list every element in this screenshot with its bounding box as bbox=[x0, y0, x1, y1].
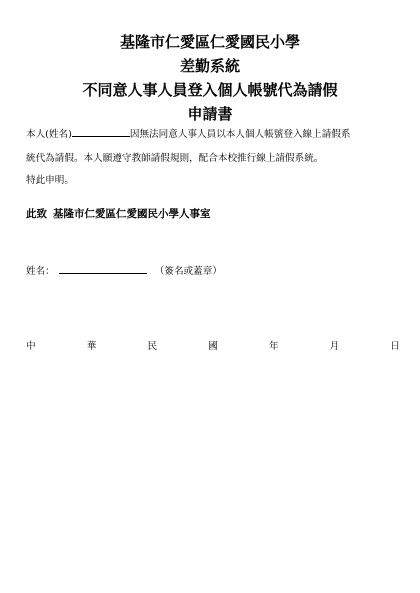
date-char-zhong: 中 bbox=[26, 341, 36, 352]
statement-line-1 bbox=[26, 127, 351, 141]
form-subject-title: 不同意人事人員登入個人帳號代為請假 bbox=[82, 81, 338, 99]
date-char-year: 年 bbox=[268, 341, 279, 352]
signature-row bbox=[26, 264, 222, 278]
statement-name-prefix: 本人(姓名) bbox=[26, 129, 72, 140]
statement-line-1-rest: 因無法同意人事人員以本人個人帳號登入線上請假系 bbox=[129, 129, 351, 140]
addressee-recipient: 基隆市仁愛區仁愛國民小學人事室 bbox=[53, 208, 211, 220]
signature-blank-line bbox=[59, 264, 147, 274]
name-blank-line bbox=[72, 127, 130, 137]
addressee-line bbox=[26, 207, 211, 221]
signature-note: （簽名或蓋章） bbox=[154, 266, 222, 277]
signature-label: 姓名： bbox=[26, 266, 55, 277]
date-char-hua: 華 bbox=[86, 341, 97, 352]
form-type-title: 申請書 bbox=[187, 105, 233, 123]
date-char-day: 日 bbox=[390, 341, 400, 352]
date-row bbox=[26, 340, 400, 353]
school-name-title: 基隆市仁愛區仁愛國民小學 bbox=[119, 33, 300, 51]
statement-closing: 特此申明。 bbox=[26, 175, 74, 186]
date-char-month: 月 bbox=[329, 341, 340, 352]
statement-line-2: 統代為請假。本人願遵守教師請假規則，配合本校推行線上請假系統。 bbox=[26, 153, 324, 164]
date-char-guo: 國 bbox=[208, 341, 218, 352]
system-name-title: 差勤系統 bbox=[179, 57, 240, 75]
date-char-min: 民 bbox=[147, 341, 158, 352]
addressee-prefix: 此致 bbox=[26, 208, 47, 220]
